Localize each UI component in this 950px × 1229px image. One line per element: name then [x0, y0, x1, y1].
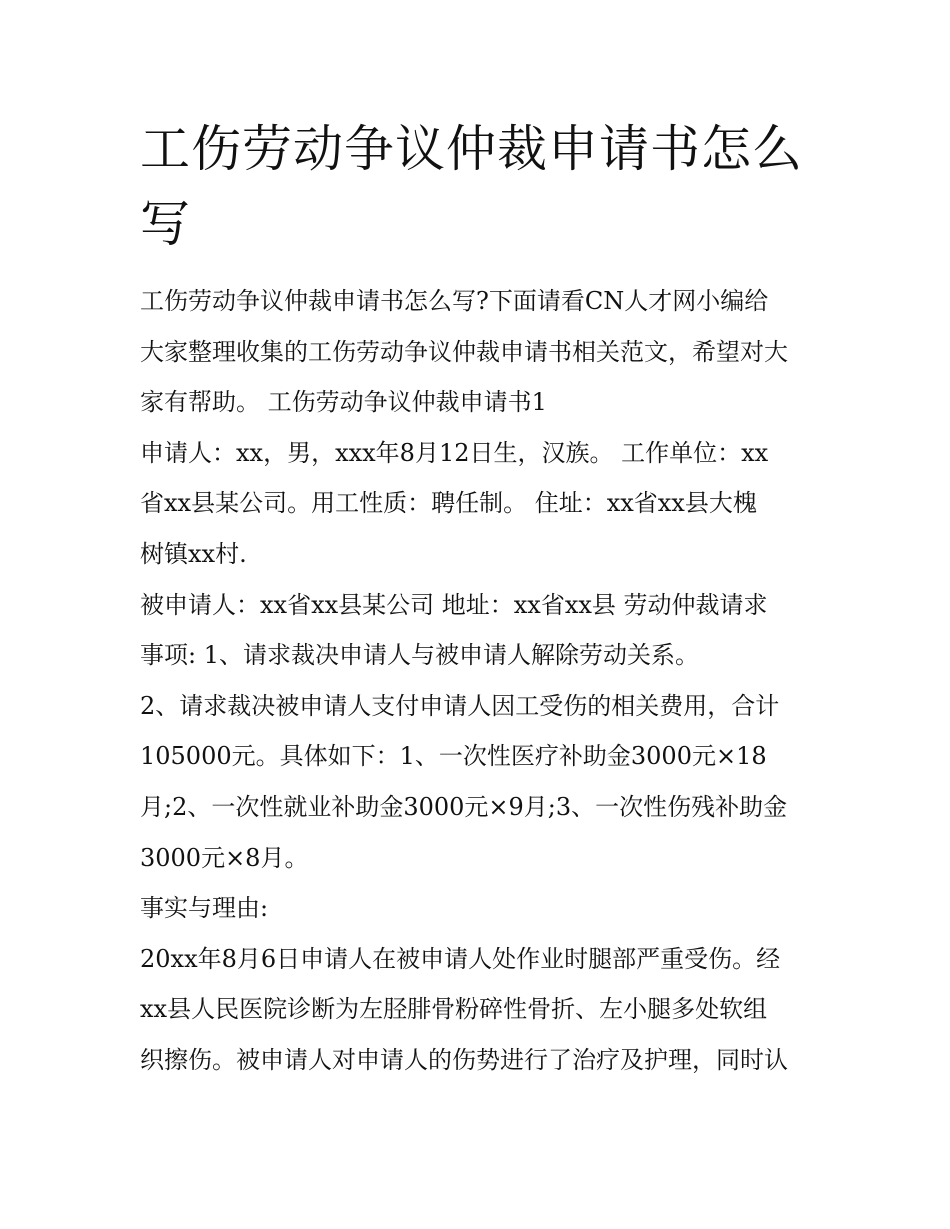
document-title: [140, 112, 820, 262]
body-line: 事实与理由:: [140, 894, 269, 923]
body-line: xx县人民医院诊断为左胫腓骨粉碎性骨折、左小腿多处软组: [140, 995, 768, 1024]
title-line: 工伤劳动争议仲裁申请书怎么: [140, 120, 803, 178]
body-line: 月;2、一次性就业补助金3000元×9月;3、一次性伤残补助金: [140, 792, 788, 821]
title-line: 写: [140, 195, 191, 253]
body-line: 事项: 1、请求裁决申请人与被申请人解除劳动关系。: [140, 641, 699, 670]
body-line: 大家整理收集的工伤劳动争议仲裁申请书相关范文，希望对大: [140, 337, 788, 366]
body-line: 织擦伤。被申请人对申请人的伤势进行了治疗及护理，同时认: [140, 1045, 788, 1074]
body-line: 工伤劳动争议仲裁申请书怎么写?下面请看CN人才网小编给: [140, 287, 769, 315]
body-line: 105000元。具体如下：1、一次性医疗补助金3000元×18: [140, 742, 767, 771]
body-line: 省xx县某公司。用工性质：聘任制。 住址：xx省xx县大槐: [140, 489, 757, 518]
body-line: 20xx年8月6日申请人在被申请人处作业时腿部严重受伤。经: [140, 944, 781, 973]
body-line: 申请人：xx，男，xxx年8月12日生，汉族。 工作单位：xx: [140, 438, 769, 467]
body-line: 2、请求裁决被申请人支付申请人因工受伤的相关费用，合计: [140, 691, 780, 720]
body-line: 树镇xx村.: [140, 539, 247, 568]
body-line: 被申请人：xx省xx县某公司 地址：xx省xx县 劳动仲裁请求: [140, 590, 768, 619]
body-line: 家有帮助。 工伤劳动争议仲裁申请书1: [140, 388, 547, 417]
body-line: 3000元×8月。: [140, 843, 309, 872]
document-body: [140, 276, 820, 1086]
